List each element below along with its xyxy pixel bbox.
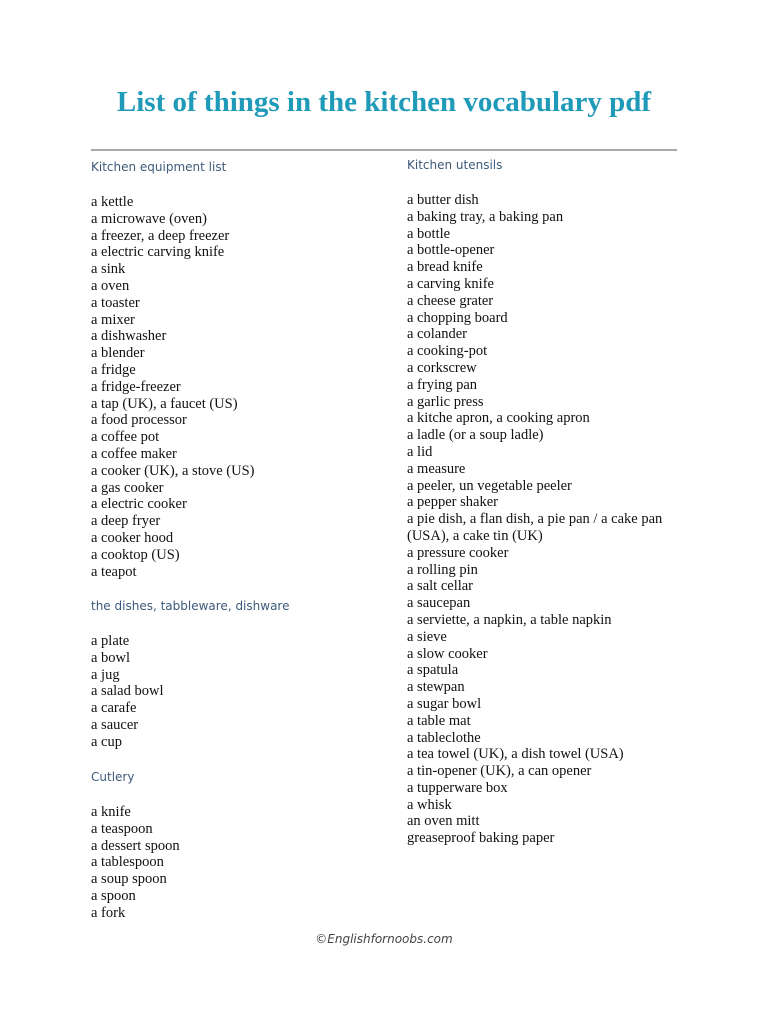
list-item: a electric carving knife (91, 244, 225, 261)
list-item: a saucer (91, 716, 139, 733)
list-item: a cheese grater (407, 292, 494, 309)
list-item: a carving knife (407, 275, 494, 292)
list-item: a electric cooker (91, 496, 187, 513)
list-item: a frying pan (407, 376, 478, 393)
list-item: a sieve (407, 628, 447, 645)
equipment-list (91, 194, 254, 580)
cutlery-list (91, 804, 180, 922)
list-item: a kitche apron, a cooking apron (407, 410, 590, 427)
list-item: a knife (91, 804, 131, 820)
list-item: a spatula (407, 662, 459, 679)
list-item: a tin-opener (UK), a can opener (407, 763, 592, 780)
utensils-heading: Kitchen utensils (407, 158, 503, 172)
list-item: an oven mitt (407, 813, 480, 830)
list-item: a measure (407, 460, 466, 477)
list-item: a bottle-opener (407, 242, 495, 259)
equipment-heading: Kitchen equipment list (91, 160, 227, 174)
list-item: a salt cellar (407, 578, 474, 595)
list-item: a pie dish, a flan dish, a pie pan / a cake pan (USA), a cake tin (UK) (407, 511, 663, 544)
list-item: a chopping board (407, 309, 508, 326)
list-item: a tablespoon (91, 854, 164, 871)
footer-credit: ©Englishfornoobs.com (315, 932, 453, 946)
list-item: a toaster (91, 294, 140, 311)
list-item: a serviette, a napkin, a table napkin (407, 611, 612, 628)
list-item: a dessert spoon (91, 837, 180, 854)
list-item: a gas cooker (91, 479, 164, 496)
list-item: a plate (91, 633, 130, 649)
dishes-heading: the dishes, tabbleware, dishware (91, 599, 290, 613)
list-item: a bowl (91, 649, 131, 666)
list-item: a bread knife (407, 259, 483, 276)
list-item: a tableclothe (407, 729, 481, 746)
utensils-list (407, 192, 667, 847)
list-item: a coffee maker (91, 445, 177, 462)
list-item: a soup spoon (91, 871, 167, 888)
list-item: a microwave (oven) (91, 210, 207, 227)
list-item: a cooker hood (91, 529, 174, 546)
list-item: a cooker (UK), a stove (US) (91, 462, 255, 479)
list-item: a cooktop (US) (91, 546, 180, 563)
list-item: a pepper shaker (407, 494, 498, 511)
list-item: a rolling pin (407, 561, 478, 578)
list-item: a colander (407, 326, 467, 343)
list-item: a dishwasher (91, 328, 167, 345)
list-item: a jug (91, 666, 120, 683)
list-item: a ladle (or a soup ladle) (407, 427, 544, 444)
list-item: a baking tray, a baking pan (407, 208, 564, 225)
cutlery-heading: Cutlery (91, 770, 135, 784)
list-item: a lid (407, 443, 433, 460)
list-item: a bottle (407, 225, 451, 242)
list-item: a garlic press (407, 393, 484, 410)
list-item: a teaspoon (91, 820, 153, 837)
list-item: a food processor (91, 412, 187, 429)
page-title: List of things in the kitchen vocabulary pdf (116, 86, 652, 118)
list-item: a fork (91, 904, 126, 921)
list-item: a fridge (91, 361, 136, 378)
list-item: a fridge-freezer (91, 378, 181, 395)
list-item: a table mat (407, 712, 471, 729)
list-item: a kettle (91, 194, 134, 210)
list-item: a tea towel (UK), a dish towel (USA) (407, 746, 624, 763)
list-item: a slow cooker (407, 645, 488, 662)
list-item: a saucepan (407, 595, 471, 612)
list-item: greaseproof baking paper (407, 830, 555, 847)
list-item: a spoon (91, 887, 136, 904)
dishes-list (91, 633, 163, 751)
list-item: a deep fryer (91, 513, 161, 530)
list-item: a oven (91, 277, 130, 294)
list-item: a coffee pot (91, 429, 160, 446)
list-item: a cooking-pot (407, 343, 488, 360)
list-item: a freezer, a deep freezer (91, 227, 230, 244)
list-item: a pressure cooker (407, 544, 509, 561)
list-item: a blender (91, 345, 145, 362)
list-item: a tap (UK), a faucet (US) (91, 395, 238, 412)
list-item: a salad bowl (91, 683, 164, 700)
list-item: a sink (91, 261, 126, 278)
list-item: a teapot (91, 563, 137, 580)
list-item: a mixer (91, 311, 135, 328)
list-item: a sugar bowl (407, 695, 482, 712)
list-item: a whisk (407, 796, 452, 813)
list-item: a cup (91, 733, 122, 750)
list-item: a carafe (91, 700, 137, 717)
list-item: a stewpan (407, 679, 465, 696)
list-item: a peeler, un vegetable peeler (407, 477, 572, 494)
list-item: a corkscrew (407, 359, 477, 376)
list-item: a tupperware box (407, 779, 508, 796)
title-divider (91, 149, 677, 151)
list-item: a butter dish (407, 192, 479, 208)
